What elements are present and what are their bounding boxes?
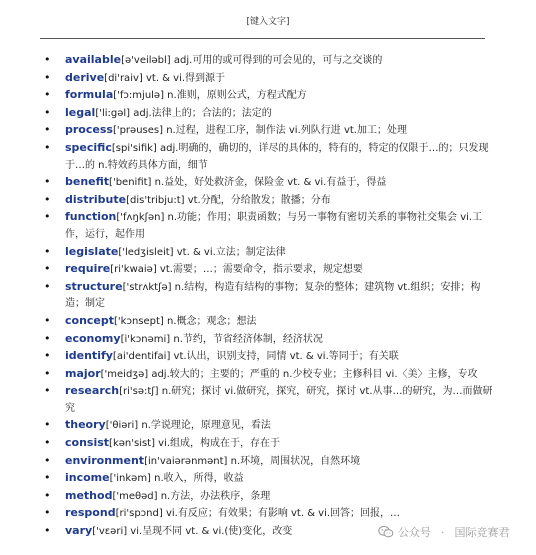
entry-word: major (65, 366, 101, 380)
entry-pronunciation: ['li:gəl] (95, 107, 131, 119)
bullet-icon: • (44, 175, 51, 189)
entry-word: distribute (65, 192, 127, 206)
entry-pronunciation: ['benifit] (109, 177, 152, 189)
entry-definition: adj.较大的；主要的；严重的 n.少校专业；主修科目 vi.〈美〉主修，专攻 (148, 368, 478, 380)
entry-pronunciation: ['strʌktʃə] (122, 281, 172, 293)
vocabulary-entry (0, 435, 536, 453)
entry-pronunciation: ['θiəri] (105, 420, 139, 432)
entry-definition: n.研究；探讨 vi.做研究，探究，研究，探讨 vt.从事…的研究，为…而做研究 (65, 386, 493, 414)
entry-definition: adj.明确的，确切的，详尽的具体的，特有的，特定的仅限于…的；只发现于…的 n.特效药具体方面，细节 (65, 142, 489, 171)
vocabulary-entry (0, 261, 536, 279)
vocabulary-entry (0, 348, 536, 366)
vocabulary-entry (0, 453, 536, 471)
entry-pronunciation: [ri'kwaiə] (110, 264, 157, 276)
entry-definition: n.学说理论，原理意见，看法 (138, 420, 271, 432)
entry-word: derive (65, 70, 105, 84)
bullet-icon: • (44, 366, 51, 380)
entry-definition: vt.需要；…；需要命令，指示要求，规定想要 (156, 264, 363, 276)
bullet-icon: • (44, 88, 51, 102)
bullet-icon: • (44, 471, 51, 485)
entry-definition: n.益处，好处救济金，保险金 vt. & vi.有益于，得益 (151, 177, 387, 189)
bullet-icon: • (44, 313, 51, 327)
entry-word: income (65, 471, 110, 485)
vocabulary-entry (0, 192, 536, 210)
entry-definition: vt.认出，识别支持，同情 vt. & vi.等同于；有关联 (170, 351, 399, 363)
entry-word: environment (65, 453, 145, 467)
bullet-icon: • (44, 279, 51, 293)
vocabulary-entry (0, 174, 536, 192)
entry-word: theory (65, 418, 106, 432)
entry-pronunciation: [i'kɔnəmi] (120, 333, 171, 345)
vocabulary-entry (0, 244, 536, 262)
entry-word: specific (65, 140, 112, 154)
entry-definition: n.概念；观念；想法 (163, 315, 257, 327)
bullet-icon: • (44, 244, 51, 258)
entry-pronunciation: [dis'tribju:t] (126, 194, 185, 206)
entry-definition: adj.法律上的；合法的；法定的 (130, 107, 272, 119)
entry-pronunciation: ['prəuses] (112, 125, 164, 137)
vocabulary-entry (0, 417, 536, 435)
entry-pronunciation: ['fʌŋkʃən] (116, 212, 165, 224)
entry-definition: n.结构，构造有结构的事物；复杂的整体；建筑物 vt.组织；安排；构造；制定 (65, 281, 481, 310)
entry-definition: n.环境，周围状况，自然环境 (227, 455, 361, 467)
entry-word: method (65, 488, 113, 502)
entry-definition: vt. & vi.得到源于 (142, 72, 226, 84)
page-header: [键入文字] (246, 17, 290, 27)
entry-definition: vt.分配，分给散发；散播；分布 (184, 194, 331, 206)
vocabulary-entry (0, 140, 536, 174)
bullet-icon: • (44, 123, 51, 137)
entry-word: consist (65, 436, 110, 450)
bullet-icon: • (44, 418, 51, 432)
entry-pronunciation: ['meθəd] (112, 490, 158, 502)
bullet-icon: • (44, 210, 51, 224)
entry-pronunciation: [ri'spɔnd] (115, 508, 163, 520)
entry-pronunciation: ['inkəm] (109, 473, 151, 485)
entry-pronunciation: [kən'sist] (109, 438, 155, 450)
entry-definition: n.功能；作用；职责函数；与另一事物有密切关系的事物社交集会 vi.工作，运行，起作用 (65, 212, 483, 240)
entry-word: require (65, 262, 111, 276)
watermark-label-account: 公众号 (398, 526, 431, 539)
vocabulary-entry (0, 313, 536, 331)
vocabulary-entry (0, 52, 536, 70)
wechat-icon (378, 525, 394, 539)
bullet-icon: • (44, 384, 51, 398)
watermark (378, 524, 510, 540)
entry-word: legislate (65, 244, 119, 258)
entry-definition: n.收入，所得，收益 (150, 473, 244, 485)
entry-pronunciation: [ə'veiləbl] (121, 55, 171, 66)
entry-pronunciation: [di'raiv] (104, 72, 143, 84)
vocabulary-entry (0, 209, 536, 243)
bullet-icon: • (44, 331, 51, 345)
bullet-icon: • (44, 53, 51, 66)
watermark-separator: · (441, 525, 445, 539)
entry-pronunciation: [spi'sifik] (111, 142, 157, 154)
entry-word: function (65, 210, 117, 224)
vocabulary-entry (0, 70, 536, 88)
entry-definition: adj.可用的或可得到的可会见的，可与之交谈的 (170, 55, 383, 66)
vocabulary-entry (0, 505, 536, 523)
entry-definition: vt. & vi.立法；制定法律 (173, 246, 286, 258)
vocabulary-entry (0, 366, 536, 384)
bullet-icon: • (44, 506, 51, 520)
entry-word: identify (65, 349, 113, 363)
entry-pronunciation: ['meidʒə] (100, 368, 149, 380)
entry-pronunciation: ['ledʒisleit] (118, 246, 174, 258)
bullet-icon: • (44, 436, 51, 450)
entry-pronunciation: [ai'dentifai] (112, 351, 171, 363)
vocabulary-entry (0, 383, 536, 417)
bullet-icon: • (44, 105, 51, 119)
entry-word: legal (65, 105, 96, 119)
entry-word: structure (65, 279, 123, 293)
entry-word: available (65, 53, 122, 66)
watermark-label-name: 国际竞赛君 (454, 526, 510, 539)
vocabulary-entry (0, 279, 536, 313)
entry-word: economy (65, 331, 121, 345)
entry-pronunciation: [in'vaiərənmənt] (144, 455, 228, 467)
entry-word: process (65, 123, 113, 137)
entry-pronunciation: ['kɔnsept] (114, 315, 164, 327)
entry-word: research (65, 384, 120, 398)
bullet-icon: • (44, 70, 51, 84)
entry-word: respond (65, 506, 116, 520)
vocabulary-list (0, 52, 536, 541)
vocabulary-entry (0, 488, 536, 506)
vocabulary-entry (0, 105, 536, 123)
entry-definition: n.过程，进程工序，制作法 vi.列队行进 vt.加工；处理 (163, 125, 407, 137)
vocabulary-entry (0, 331, 536, 349)
entry-definition: n.方法，办法秩序，条理 (157, 490, 271, 502)
bullet-icon: • (44, 453, 51, 467)
entry-definition: vi.呈现不同 vt. & vi.(使)变化，改变 (127, 526, 293, 538)
entry-definition: n.节约，节省经济体制，经济状况 (170, 333, 323, 345)
entry-pronunciation: ['fɔ:mjulə] (113, 90, 164, 102)
entry-definition: n.准则，原则公式，方程式配方 (164, 90, 307, 102)
entry-word: concept (65, 313, 115, 327)
entry-pronunciation: ['vɛəri] (92, 526, 128, 538)
entry-word: benefit (65, 175, 110, 189)
entry-pronunciation: [ri'sə:tʃ] (119, 386, 159, 398)
bullet-icon: • (44, 349, 51, 363)
bullet-icon: • (44, 192, 51, 206)
bullet-icon: • (44, 262, 51, 276)
entry-definition: vi.有反应；有效果；有影响 vt. & vi.回答；回报，… (162, 508, 401, 520)
entry-word: vary (65, 524, 93, 538)
entry-definition: vi.组成，构成在于，存在于 (155, 438, 281, 450)
bullet-icon: • (44, 488, 51, 502)
bullet-icon: • (44, 140, 51, 154)
header-divider (40, 38, 485, 39)
entry-word: formula (65, 88, 114, 102)
vocabulary-entry (0, 470, 536, 488)
bullet-icon: • (44, 524, 51, 538)
vocabulary-entry (0, 87, 536, 105)
vocabulary-entry (0, 122, 536, 140)
